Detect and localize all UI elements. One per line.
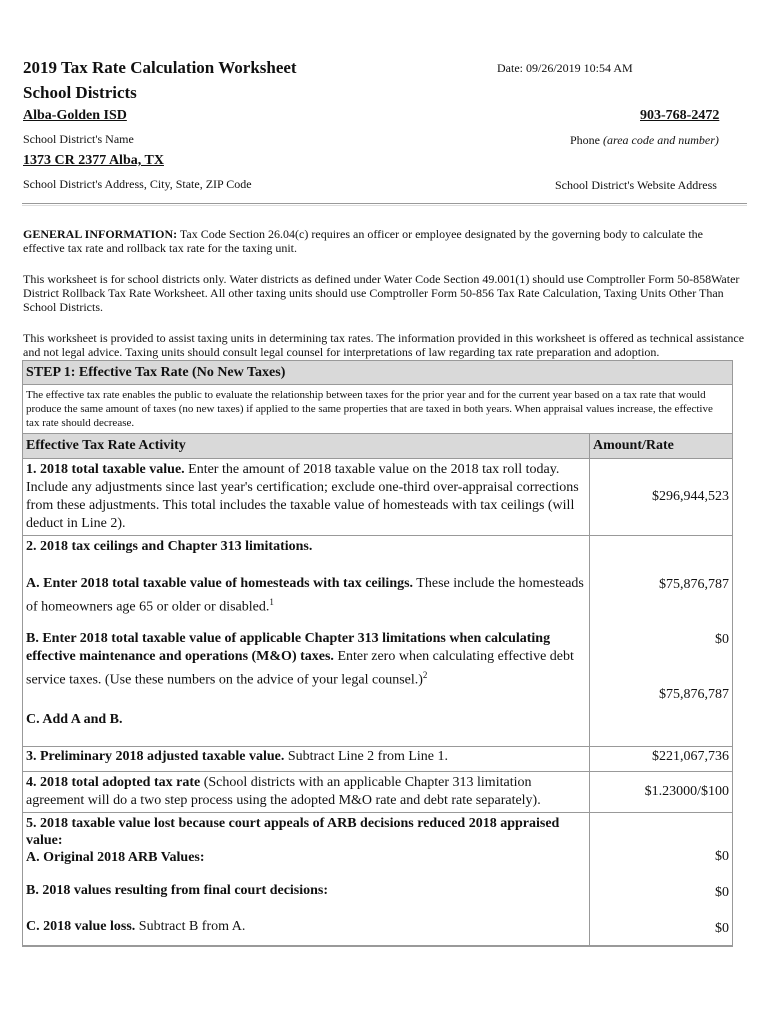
legal-disclaimer: This worksheet is provided to assist taxing units in determining tax rates. The information provided in this worksheet is offered as technical assistance and not legal advice. Taxing units should consult legal counsel for interpretations of law regarding tax rate preparation and adoption. [23, 331, 745, 359]
line2b-amount: $0 [715, 632, 729, 647]
effective-rate-table [23, 434, 732, 946]
table-row-line3 [23, 747, 732, 772]
line5-title: 5. 2018 taxable value lost because court appeals of ARB decisions reduced 2018 appraised value: [26, 816, 560, 848]
line2c-amount: $75,876,787 [659, 687, 729, 702]
step1-section [22, 360, 733, 947]
step1-heading: STEP 1: Effective Tax Rate (No New Taxes) [23, 361, 732, 385]
district-name-label: School District's Name [23, 132, 134, 146]
line2a-amount: $75,876,787 [659, 577, 729, 592]
line5b-text: B. 2018 values resulting from final court decisions: [26, 883, 329, 898]
step1-description: The effective tax rate enables the public to evaluate the relationship between taxes for the prior year and for the current year based on a tax rate that would produce the same amount of taxes (no new taxes) if applied to the same properties that are taxed in both years. When appraisal values increase, the effective tax rate should decrease. [23, 385, 732, 434]
general-information: GENERAL INFORMATION: Tax Code Section 26.04(c) requires an officer or employee designated by the governing body to calculate the effective tax rate and rollback tax rate for the taxing unit. [23, 227, 704, 255]
line5c-text: C. 2018 value loss. Subtract B from A. [26, 919, 246, 934]
worksheet-subtitle: School Districts [23, 83, 137, 102]
table-row-line1 [23, 459, 732, 536]
line5a-text: A. Original 2018 ARB Values: [26, 850, 205, 865]
line3-amount: $221,067,736 [590, 747, 733, 772]
line5a-amount: $0 [715, 849, 729, 864]
table-header-row [23, 434, 732, 459]
phone-label: Phone (area code and number) [570, 133, 719, 147]
amount-column-header: Amount/Rate [590, 434, 733, 459]
worksheet-title: 2019 Tax Rate Calculation Worksheet [23, 58, 297, 77]
line2c-text: C. Add A and B. [26, 712, 123, 727]
line2a-text: A. Enter 2018 total taxable value of homesteads with tax ceilings. These include the homesteads of homeowners age 65 or older or disabled.$^1$ [26, 576, 584, 615]
district-phone: 903-768-2472 [640, 108, 720, 123]
line4-description: 4. 2018 total adopted tax rate (School districts with an applicable Chapter 313 limitation agreement will do a two step process using the adopted M&O rate and debt rate separately). [23, 772, 590, 813]
line5c-amount: $0 [715, 921, 729, 936]
line2b-text: B. Enter 2018 total taxable value of applicable Chapter 313 limitations when calculating effective maintenance and operations (M&O) taxes. Enter zero when calculating effective debt service taxes. (Use these numbers on the advice of your legal counsel.)$^2$ [26, 631, 574, 688]
line5b-amount: $0 [715, 885, 729, 900]
line1-amount: $296,944,523 [590, 459, 733, 536]
district-name: Alba-Golden ISD [23, 108, 127, 123]
line5-description [23, 813, 590, 946]
line5-amounts [590, 813, 733, 946]
table-row-line2 [23, 536, 732, 747]
header-divider [22, 203, 747, 206]
activity-column-header: Effective Tax Rate Activity [23, 434, 590, 459]
district-address-label: School District's Address, City, State, ZIP Code [23, 177, 252, 191]
line3-description: 3. Preliminary 2018 adjusted taxable value. Subtract Line 2 from Line 1. [23, 747, 590, 772]
district-website-label: School District's Website Address [555, 178, 717, 192]
line2-description [23, 536, 590, 747]
worksheet-date: Date: 09/26/2019 10:54 AM [497, 61, 633, 75]
table-row-line4 [23, 772, 732, 813]
worksheet-scope-note: This worksheet is for school districts only. Water districts as defined under Water Code Section 49.001(1) should use Comptroller Form 50-858Water District Rollback Tax Rate Worksheet. All other taxing units should use Comptroller Form 50-856 Tax Rate Calculation, Taxing Units Other Than School Districts. [23, 272, 740, 314]
district-address: 1373 CR 2377 Alba, TX [23, 153, 164, 168]
table-row-line5 [23, 813, 732, 946]
line1-description: 1. 2018 total taxable value. Enter the amount of 2018 taxable value on the 2018 tax roll today. Include any adjustments since last year's certification; exclude one-third over-appraisal corrections from these adjustments. This total includes the taxable value of homesteads with tax ceilings (will deduct in Line 2). [23, 459, 590, 536]
line2-amounts [590, 536, 733, 747]
line4-amount: $1.23000/$100 [590, 772, 733, 813]
line2-title: 2. 2018 tax ceilings and Chapter 313 limitations. [26, 539, 313, 554]
